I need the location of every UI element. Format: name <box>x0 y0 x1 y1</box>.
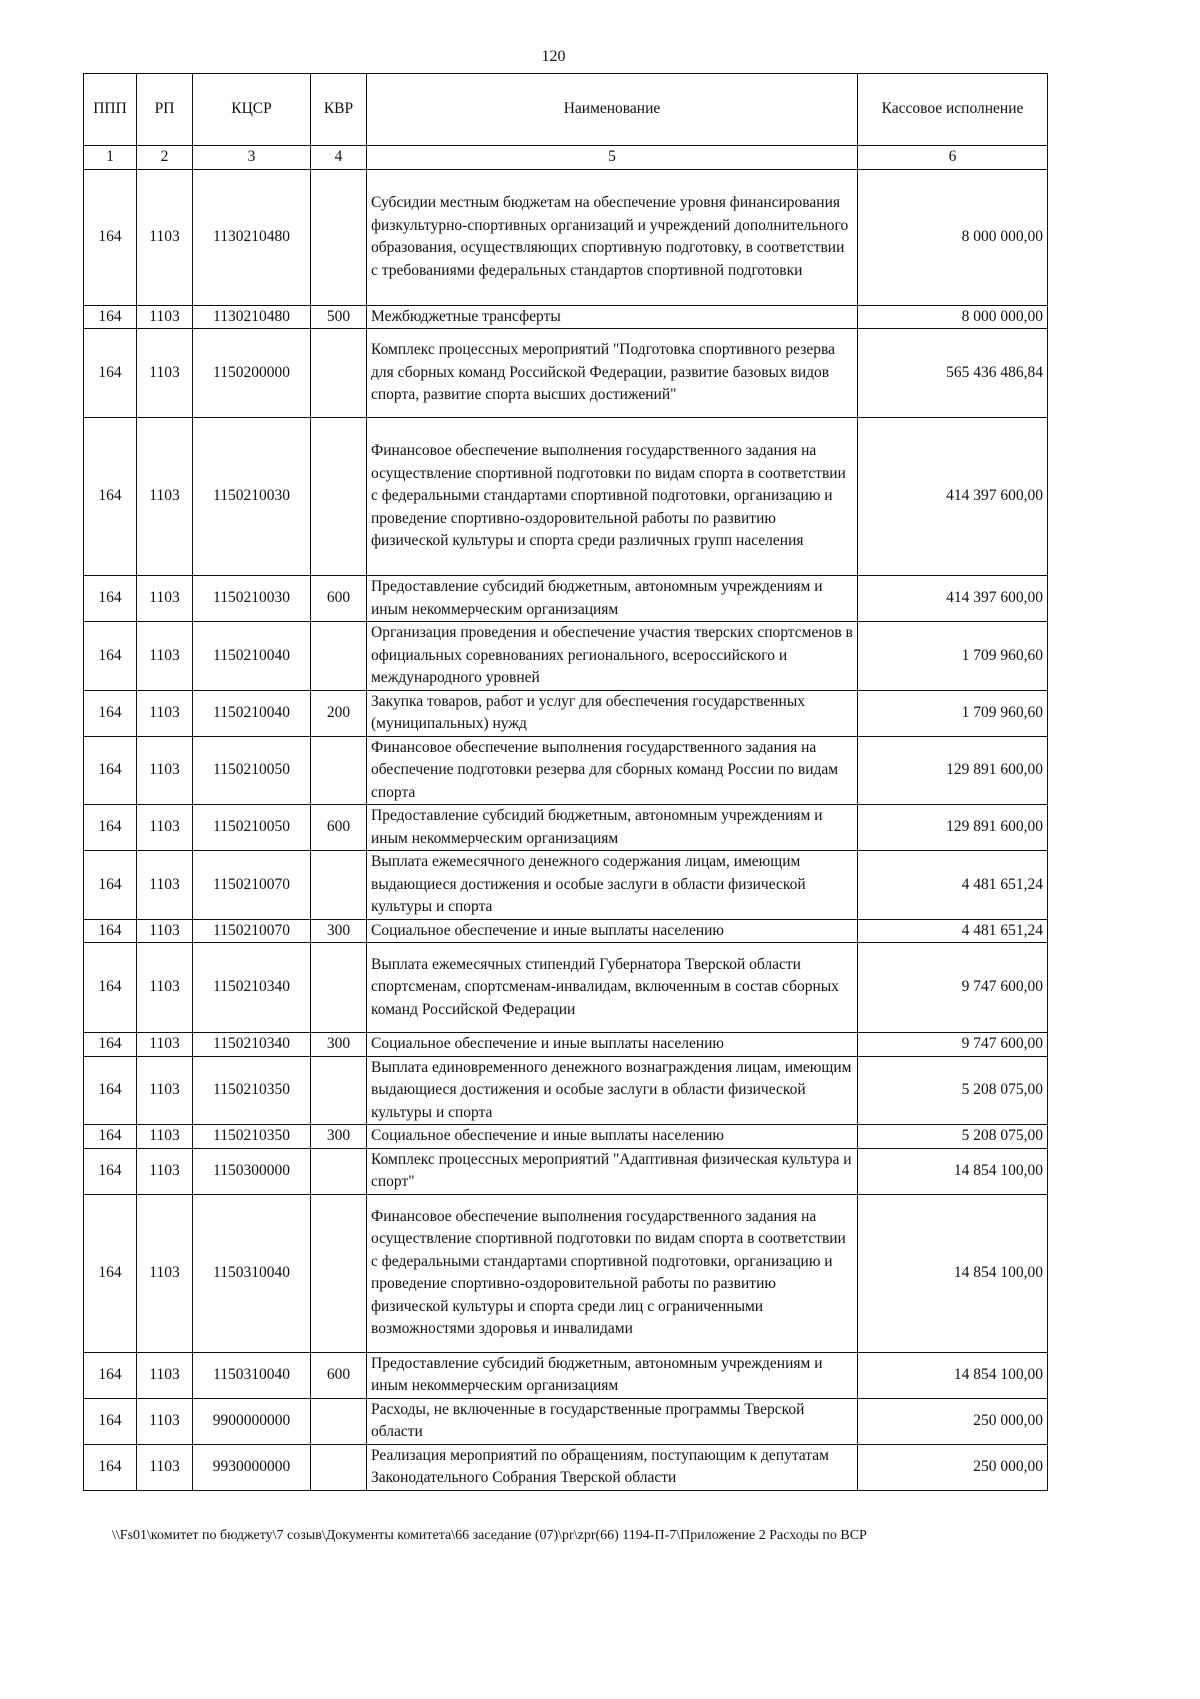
amount-cell: 8 000 000,00 <box>858 169 1048 305</box>
amount-cell: 14 854 100,00 <box>858 1352 1048 1398</box>
table-row <box>84 305 1048 329</box>
kvr-cell: 600 <box>311 576 367 622</box>
ppp-cell: 164 <box>84 1444 137 1490</box>
rp-cell: 1103 <box>137 329 193 418</box>
kvr-cell <box>311 1398 367 1444</box>
name-cell: Предоставление субсидий бюджетным, автономным учреждениям и иным некоммерческим организациям <box>367 1352 858 1398</box>
kcsr-cell: 9900000000 <box>193 1398 311 1444</box>
kcsr-cell: 1150210040 <box>193 690 311 736</box>
kvr-cell: 300 <box>311 1033 367 1057</box>
name-cell: Комплекс процессных мероприятий "Адаптивная физическая культура и спорт" <box>367 1148 858 1194</box>
table-row <box>84 851 1048 920</box>
header-rp: РП <box>137 74 193 146</box>
rp-cell: 1103 <box>137 851 193 920</box>
name-cell: Социальное обеспечение и иные выплаты населению <box>367 919 858 943</box>
kcsr-cell: 1150210070 <box>193 919 311 943</box>
name-cell: Реализация мероприятий по обращениям, поступающим к депутатам Законодательного Собрания Тверской области <box>367 1444 858 1490</box>
kvr-cell <box>311 329 367 418</box>
table-row <box>84 1444 1048 1490</box>
ppp-cell: 164 <box>84 1125 137 1149</box>
kcsr-cell: 1150210350 <box>193 1125 311 1149</box>
rp-cell: 1103 <box>137 1398 193 1444</box>
ppp-cell: 164 <box>84 622 137 691</box>
kvr-cell <box>311 1194 367 1352</box>
header-kcsr: КЦСР <box>193 74 311 146</box>
ppp-cell: 164 <box>84 576 137 622</box>
table-row <box>84 622 1048 691</box>
kcsr-cell: 1150210050 <box>193 736 311 805</box>
rp-cell: 1103 <box>137 418 193 576</box>
kcsr-cell: 1150210070 <box>193 851 311 920</box>
ppp-cell: 164 <box>84 919 137 943</box>
kcsr-cell: 1150210030 <box>193 576 311 622</box>
table-row <box>84 805 1048 851</box>
name-cell: Финансовое обеспечение выполнения государственного задания на обеспечение подготовки резерва для сборных команд России по видам спорта <box>367 736 858 805</box>
rp-cell: 1103 <box>137 305 193 329</box>
amount-cell: 9 747 600,00 <box>858 943 1048 1033</box>
amount-cell: 9 747 600,00 <box>858 1033 1048 1057</box>
amount-cell: 8 000 000,00 <box>858 305 1048 329</box>
rp-cell: 1103 <box>137 1194 193 1352</box>
name-cell: Организация проведения и обеспечение участия тверских спортсменов в официальных соревнованиях регионального, всероссийского и международного уровней <box>367 622 858 691</box>
header-name: Наименование <box>367 74 858 146</box>
table-row <box>84 736 1048 805</box>
name-cell: Финансовое обеспечение выполнения государственного задания на осуществление спортивной подготовки по видам спорта в соответствии с федеральными стандартами спортивной подготовки, организацию и проведение спортивно-оздоровительной работы по развитию физической культуры и спорта среди различных групп населения <box>367 418 858 576</box>
name-cell: Субсидии местным бюджетам на обеспечение уровня финансирования физкультурно-спортивных организаций и учреждений дополнительного образования, осуществляющих спортивную подготовку, в соответствии с требованиями федеральных стандартов спортивной подготовки <box>367 169 858 305</box>
kvr-cell <box>311 418 367 576</box>
amount-cell: 250 000,00 <box>858 1398 1048 1444</box>
footer-file-path: \\Fs01\комитет по бюджету\7 созыв\Документы комитета\66 заседание (07)\pr\zpr(66) 1194-П-7\Приложение 2 Расходы по ВСР <box>112 1528 867 1543</box>
amount-cell: 129 891 600,00 <box>858 805 1048 851</box>
amount-cell: 129 891 600,00 <box>858 736 1048 805</box>
ppp-cell: 164 <box>84 851 137 920</box>
name-cell: Социальное обеспечение и иные выплаты населению <box>367 1033 858 1057</box>
kcsr-cell: 1150210340 <box>193 943 311 1033</box>
amount-cell: 250 000,00 <box>858 1444 1048 1490</box>
name-cell: Предоставление субсидий бюджетным, автономным учреждениям и иным некоммерческим организациям <box>367 805 858 851</box>
kcsr-cell: 9930000000 <box>193 1444 311 1490</box>
name-cell: Выплата ежемесячных стипендий Губернатора Тверской области спортсменам, спортсменам-инвалидам, включенным в состав сборных команд Российской Федерации <box>367 943 858 1033</box>
ppp-cell: 164 <box>84 418 137 576</box>
kcsr-cell: 1150210050 <box>193 805 311 851</box>
column-number: 1 <box>84 146 137 170</box>
amount-cell: 5 208 075,00 <box>858 1056 1048 1125</box>
ppp-cell: 164 <box>84 805 137 851</box>
table-row <box>84 1352 1048 1398</box>
table-row <box>84 1398 1048 1444</box>
rp-cell: 1103 <box>137 919 193 943</box>
name-cell: Комплекс процессных мероприятий "Подготовка спортивного резерва для сборных команд Российской Федерации, развитие базовых видов спорта, развитие спорта высших достижений" <box>367 329 858 418</box>
kcsr-cell: 1150210340 <box>193 1033 311 1057</box>
column-number: 2 <box>137 146 193 170</box>
table-row <box>84 919 1048 943</box>
table-row <box>84 329 1048 418</box>
kvr-cell <box>311 1444 367 1490</box>
ppp-cell: 164 <box>84 305 137 329</box>
kcsr-cell: 1130210480 <box>193 305 311 329</box>
amount-cell: 14 854 100,00 <box>858 1194 1048 1352</box>
kvr-cell <box>311 736 367 805</box>
rp-cell: 1103 <box>137 1033 193 1057</box>
amount-cell: 5 208 075,00 <box>858 1125 1048 1149</box>
name-cell: Выплата ежемесячного денежного содержания лицам, имеющим выдающиеся достижения и особые заслуги в области физической культуры и спорта <box>367 851 858 920</box>
kcsr-cell: 1150200000 <box>193 329 311 418</box>
amount-cell: 14 854 100,00 <box>858 1148 1048 1194</box>
kvr-cell <box>311 1148 367 1194</box>
rp-cell: 1103 <box>137 736 193 805</box>
amount-cell: 414 397 600,00 <box>858 418 1048 576</box>
table-row <box>84 418 1048 576</box>
ppp-cell: 164 <box>84 736 137 805</box>
kvr-cell <box>311 851 367 920</box>
ppp-cell: 164 <box>84 1033 137 1057</box>
rp-cell: 1103 <box>137 805 193 851</box>
table-row <box>84 1148 1048 1194</box>
name-cell: Закупка товаров, работ и услуг для обеспечения государственных (муниципальных) нужд <box>367 690 858 736</box>
kcsr-cell: 1130210480 <box>193 169 311 305</box>
ppp-cell: 164 <box>84 1398 137 1444</box>
table-row <box>84 1194 1048 1352</box>
table-row <box>84 576 1048 622</box>
column-number: 5 <box>367 146 858 170</box>
name-cell: Межбюджетные трансферты <box>367 305 858 329</box>
rp-cell: 1103 <box>137 943 193 1033</box>
column-number: 3 <box>193 146 311 170</box>
table-row <box>84 943 1048 1033</box>
column-number: 4 <box>311 146 367 170</box>
name-cell: Предоставление субсидий бюджетным, автономным учреждениям и иным некоммерческим организациям <box>367 576 858 622</box>
table-row <box>84 1033 1048 1057</box>
amount-cell: 414 397 600,00 <box>858 576 1048 622</box>
kcsr-cell: 1150210030 <box>193 418 311 576</box>
kvr-cell: 500 <box>311 305 367 329</box>
rp-cell: 1103 <box>137 1125 193 1149</box>
ppp-cell: 164 <box>84 1148 137 1194</box>
rp-cell: 1103 <box>137 1148 193 1194</box>
table-row <box>84 690 1048 736</box>
rp-cell: 1103 <box>137 622 193 691</box>
ppp-cell: 164 <box>84 329 137 418</box>
name-cell: Выплата единовременного денежного вознаграждения лицам, имеющим выдающиеся достижения и особые заслуги в области физической культуры и спорта <box>367 1056 858 1125</box>
kvr-cell: 200 <box>311 690 367 736</box>
rp-cell: 1103 <box>137 1444 193 1490</box>
kcsr-cell: 1150210040 <box>193 622 311 691</box>
kcsr-cell: 1150310040 <box>193 1194 311 1352</box>
expenditure-table <box>83 73 1048 1491</box>
ppp-cell: 164 <box>84 690 137 736</box>
header-amount: Кассовое исполнение <box>858 74 1048 146</box>
kcsr-cell: 1150210350 <box>193 1056 311 1125</box>
name-cell: Финансовое обеспечение выполнения государственного задания на осуществление спортивной подготовки по видам спорта в соответствии с федеральными стандартами спортивной подготовки, организацию и проведение спортивно-оздоровительной работы по развитию физической культуры и спорта среди лиц с ограниченными возможностями здоровья и инвалидами <box>367 1194 858 1352</box>
kvr-cell <box>311 622 367 691</box>
header-row <box>84 74 1048 146</box>
header-kvr: КВР <box>311 74 367 146</box>
table-row <box>84 169 1048 305</box>
kvr-cell <box>311 1056 367 1125</box>
amount-cell: 1 709 960,60 <box>858 690 1048 736</box>
rp-cell: 1103 <box>137 1352 193 1398</box>
name-cell: Расходы, не включенные в государственные программы Тверской области <box>367 1398 858 1444</box>
rp-cell: 1103 <box>137 690 193 736</box>
kvr-cell: 600 <box>311 1352 367 1398</box>
header-ppp: ППП <box>84 74 137 146</box>
kcsr-cell: 1150310040 <box>193 1352 311 1398</box>
rp-cell: 1103 <box>137 576 193 622</box>
rp-cell: 1103 <box>137 1056 193 1125</box>
kvr-cell: 600 <box>311 805 367 851</box>
ppp-cell: 164 <box>84 1056 137 1125</box>
name-cell: Социальное обеспечение и иные выплаты населению <box>367 1125 858 1149</box>
kvr-cell <box>311 943 367 1033</box>
column-number: 6 <box>858 146 1048 170</box>
kvr-cell: 300 <box>311 1125 367 1149</box>
table-row <box>84 1056 1048 1125</box>
ppp-cell: 164 <box>84 943 137 1033</box>
ppp-cell: 164 <box>84 169 137 305</box>
amount-cell: 1 709 960,60 <box>858 622 1048 691</box>
rp-cell: 1103 <box>137 169 193 305</box>
kvr-cell: 300 <box>311 919 367 943</box>
table-row <box>84 1125 1048 1149</box>
kcsr-cell: 1150300000 <box>193 1148 311 1194</box>
amount-cell: 4 481 651,24 <box>858 851 1048 920</box>
amount-cell: 565 436 486,84 <box>858 329 1048 418</box>
ppp-cell: 164 <box>84 1352 137 1398</box>
page-number: 120 <box>541 48 566 65</box>
ppp-cell: 164 <box>84 1194 137 1352</box>
amount-cell: 4 481 651,24 <box>858 919 1048 943</box>
kvr-cell <box>311 169 367 305</box>
column-number-row <box>84 146 1048 170</box>
